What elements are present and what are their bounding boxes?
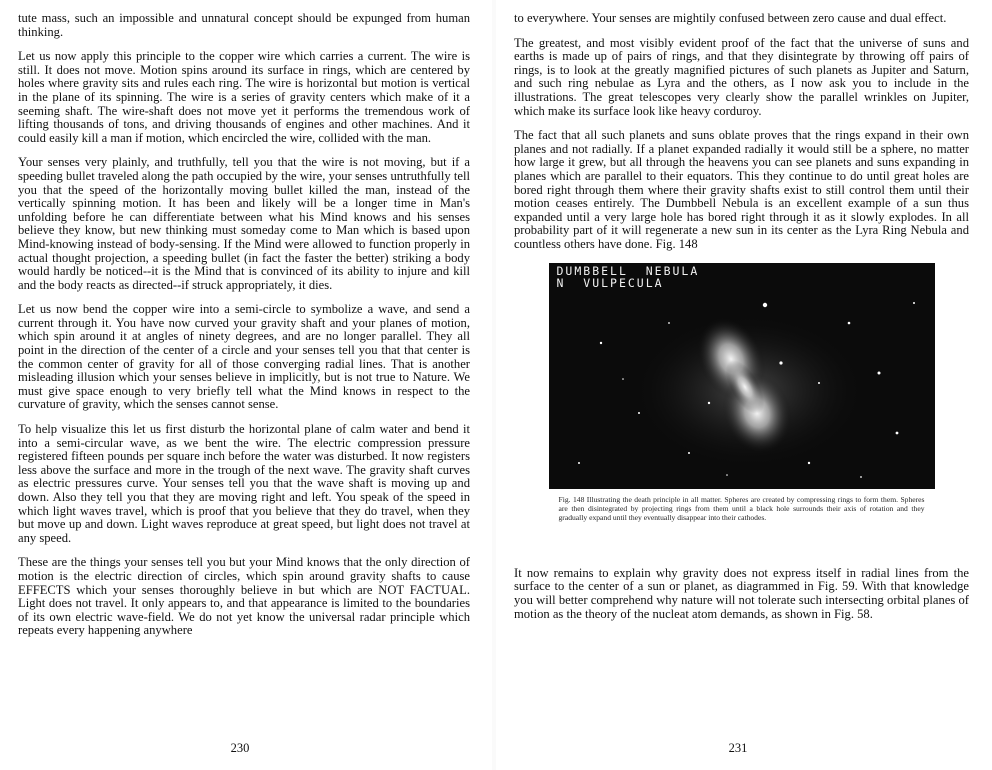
left-page: [0, 0, 492, 770]
figure-caption: Fig. 148 Illustrating the death principle in all matter. Spheres are created by compressing rings to form them. Spheres are then disintegrated by projecting rings from them until a black hole surrounds their axis of rotation and they gradually expand until they eventually disappear into their cathodes.: [558, 494, 925, 523]
right-text-column: [514, 12, 969, 632]
figure-label-line1: DUMBBELL NEBULA: [556, 263, 700, 278]
paragraph: Let us now bend the copper wire into a semi-circle to symbolize a wave, and send a current through it. You have now curved your gravity shaft and your planes of motion, which spin around it at angles of ninety degrees, and are no longer parallel. They all point in the direction of the center of a circle and your senses tell you that that center is the common center of gravity for all of those converging radial lines. That is another misleading illusion which your senses believe in implicitly, but is not true to Nature. We must give space enough to very briefly tell what the Mind knows in respect to the curvature of gravity, which the senses cannot sense.: [18, 302, 470, 412]
paragraph: Let us now apply this principle to the copper wire which carries a current. The wire is still. It does not move. Motion spins around its surface in rings, which are centered by holes where gravity sits and rules each ring. The wire is horizontal but motion is vertical in the plane of its spinning. The wire is a series of gravity centers which make of it a seeming shaft. The wire-shaft does not move yet it performs the tremendous work of lifting thousands of tons, and driving thousands of engines and other machines. And it could easily kill a man if motion, which encircled the wire, collided with the man.: [18, 49, 470, 145]
dumbbell-nebula-photo: [549, 263, 935, 489]
paragraph: The fact that all such planets and suns oblate proves that the rings expand in their own planes and not radially. If a planet expanded radially it would still be a sphere, no matter how large it grew, but all through the heavens you can see planets and suns expanding in planes which are parallel to their equators. This they continue to do until great holes are bored right through them where their gravity shafts exist to still control them until their motion ceases entirely. The Dumbbell Nebula is an excellent example of a sun thus expanded until a very large hole has bored right through it as it slowly explodes. In all probability part of it will regenerate a new sun in its center as the Lyra Ring Nebula and countless others have done. Fig. 148: [514, 128, 969, 251]
paragraph: To help visualize this let us first disturb the horizontal plane of calm water and bend it into a semi-circular wave, as we bent the wire. The electric compression pressure registered fifteen pounds per square inch before the water was disturbed. It now registers less above the surface and more in the trough of the next wave. The gravity shaft curves as electric pressures curve. Your senses tell you that the wave shaft is moving up and down. Also they tell you that they are moving right and left. You speak of the speed in which light waves travel, which is proof that you believe that they do travel, when they but move up and down. Light waves reproduce at great speed, but light does not travel at any speed.: [18, 422, 470, 545]
nebula-image: [549, 263, 935, 489]
page-number: 230: [230, 741, 250, 755]
paragraph: Your senses very plainly, and truthfully, tell you that the wire is not moving, but if a speeding bullet traveled along the path occupied by the wire, your senses untruthfully tell you that the speed of the horizontally moving bullet killed the man, instead of the vertically spinning motion. It has been and likely will be a longer time in Man's unfolding before he can differentiate between what his Mind knows and his senses believe they know, but new thinking must someday come to Man which is based upon Mind-knowing instead of body-sensing. If the Mind were allowed to function properly in actual thought projection, a speeding bullet (in fact the faster the better) striking a body would hardly be noticed--it is the Mind that is convinced of its ability to injure and kill and the body reacts as directed--if struck appropriately, it dies.: [18, 155, 470, 292]
paragraph: It now remains to explain why gravity does not express itself in radial lines from the surface to the center of a sun or planet, as diagrammed in Fig. 59. With that knowledge you will better comprehend why nature will not tolerate such intersecting orbital planes of motion as the theory of the nucleat atom demands, as shown in Fig. 58.: [514, 565, 969, 621]
paragraph: to everywhere. Your senses are mightily confused between zero cause and dual effect.: [514, 11, 947, 25]
paragraph: These are the things your senses tell you but your Mind knows that the only direction of motion is the electric direction of circles, which spin around gravity shafts to cause EFFECTS which your senses thoroughly believe in but which are NOT FACTUAL. Light does not travel. It only appears to, and that appearance is limited to the boundaries of its own electric wave-field. We do not yet know the universal radar principle which repeats every happening anywhere: [18, 555, 470, 638]
right-page: [496, 0, 992, 770]
figure-label: [557, 265, 700, 289]
left-text-column: [18, 12, 470, 649]
page-number: 231: [728, 741, 748, 755]
paragraph: The greatest, and most visibly evident proof of the fact that the universe of suns and earths is made up of pairs of rings, and that they disintegrate by throwing off pairs of rings, is to look at the greatly magnified pictures of such planets as Jupiter and Saturn, and such ring nebulae as Lyra and the others, as I now ask you to include in the illustrations. The great telescopes very clearly show the parallel wrinkles on Jupiter, which make its surface look like heavy corduroy.: [514, 35, 969, 118]
figure-label-line2: N VULPECULA: [556, 275, 664, 290]
paragraph: tute mass, such an impossible and unnatural concept should be expunged from human thinking.: [18, 11, 470, 39]
